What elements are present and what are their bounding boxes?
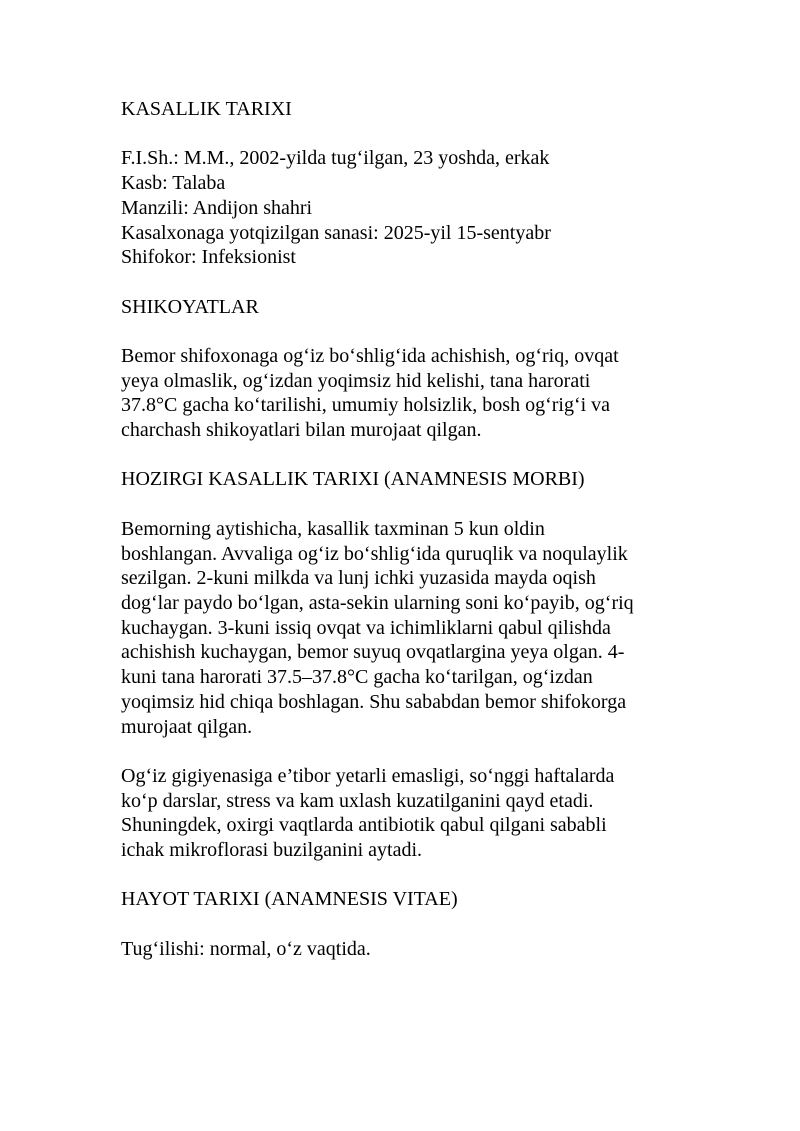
anamnesis-line: murojaat qilgan.	[121, 715, 253, 738]
anamnesis-line: Shuningdek, oxirgi vaqtlarda antibiotik qabul qilgani sababli	[121, 814, 607, 837]
complaints-line: Bemor shifoxonaga og‘iz bo‘shlig‘ida achishish, og‘riq, ovqat	[121, 344, 619, 367]
complaints-section	[121, 295, 681, 443]
anamnesis-line: Og‘iz gigiyenasiga e’tibor yetarli emasligi, so‘nggi haftalarda	[121, 764, 615, 787]
anamnesis-line: Bemorning aytishicha, kasallik taxminan 5 kun oldin	[121, 517, 545, 540]
patient-name-line: F.I.Sh.: M.M., 2002-yilda tug‘ilgan, 23 yoshda, erkak	[121, 147, 550, 170]
patient-address-line: Manzili: Andijon shahri	[121, 196, 313, 219]
doctor-line: Shifokor: Infeksionist	[121, 246, 296, 269]
admission-date-line: Kasalxonaga yotqizilgan sanasi: 2025-yil 15-sentyabr	[121, 221, 551, 244]
anamnesis-line: dog‘lar paydo bo‘lgan, asta-sekin ularning soni ko‘payib, og‘riq	[121, 591, 634, 614]
complaints-line: yeya olmaslik, og‘izdan yoqimsiz hid kelishi, tana harorati	[121, 369, 591, 392]
complaints-line: charchash shikoyatlari bilan murojaat qilgan.	[121, 419, 482, 442]
anamnesis-morbi-paragraph-1	[121, 517, 681, 739]
anamnesis-vitae-line: Tug‘ilishi: normal, o‘z vaqtida.	[121, 937, 371, 960]
complaints-paragraph	[121, 344, 681, 443]
complaints-heading: SHIKOYATLAR	[121, 295, 259, 318]
anamnesis-line: kuni tana harorati 37.5–37.8°C gacha ko‘tarilgan, og‘izdan	[121, 666, 593, 689]
document-page	[121, 97, 681, 961]
complaints-line: 37.8°C gacha ko‘tarilishi, umumiy holsizlik, bosh og‘rig‘i va	[121, 394, 611, 417]
anamnesis-line: kuchaygan. 3-kuni issiq ovqat va ichimliklarni qabul qilishda	[121, 616, 611, 639]
anamnesis-vitae-heading: HAYOT TARIXI (ANAMNESIS VITAE)	[121, 888, 458, 911]
anamnesis-line: ichak mikroflorasi buzilganini aytadi.	[121, 839, 423, 861]
document-title: KASALLIK TARIXI	[121, 98, 292, 120]
anamnesis-line: achishish kuchaygan, bemor suyuq ovqatlargina yeya olgan. 4-	[121, 641, 625, 664]
anamnesis-line: ko‘p darslar, stress va kam uxlash kuzatilganini qayd etadi.	[121, 789, 594, 812]
anamnesis-line: boshlangan. Avvaliga og‘iz bo‘shlig‘ida quruqlik va noqulaylik	[121, 542, 628, 565]
anamnesis-line: sezilgan. 2-kuni milkda va lunj ichki yuzasida mayda oqish	[121, 567, 596, 590]
patient-info	[121, 146, 681, 270]
anamnesis-vitae-paragraph	[121, 937, 681, 962]
anamnesis-morbi-section	[121, 467, 681, 862]
anamnesis-morbi-paragraph-2	[121, 764, 681, 863]
anamnesis-vitae-section	[121, 887, 681, 961]
anamnesis-line: yoqimsiz hid chiqa boshlagan. Shu sababdan bemor shifokorga	[121, 690, 627, 713]
anamnesis-morbi-heading: HOZIRGI KASALLIK TARIXI (ANAMNESIS MORBI)	[121, 468, 585, 491]
patient-occupation-line: Kasb: Talaba	[121, 172, 226, 195]
